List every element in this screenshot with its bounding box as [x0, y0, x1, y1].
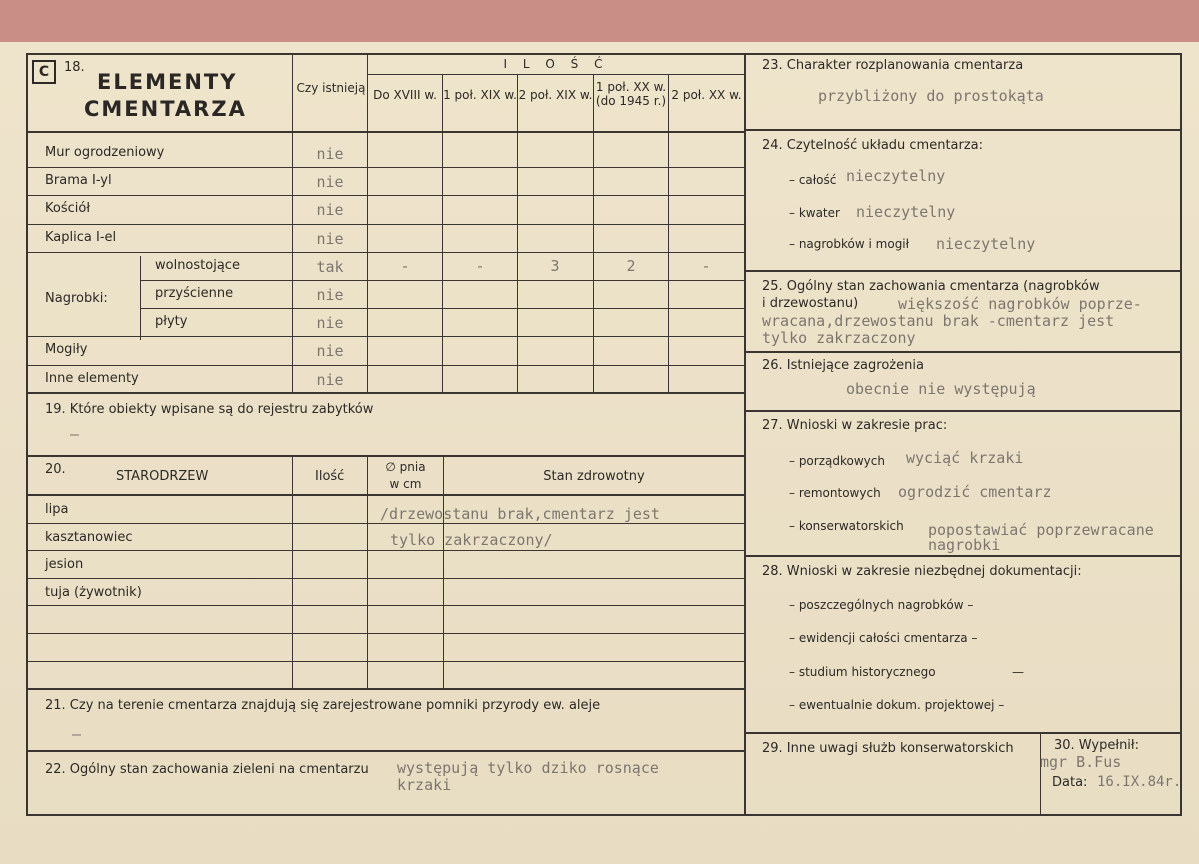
tree-row-separator — [28, 661, 744, 662]
q27-top-line — [744, 410, 1182, 412]
element-row-period-value: 2 — [626, 257, 636, 275]
q30-name: mgr B.Fus — [1040, 753, 1122, 771]
q29-top-line — [744, 732, 1182, 734]
tree-row-separator — [28, 578, 744, 579]
element-row-separator — [28, 167, 744, 168]
q24-item-3-value: nieczytelny — [936, 235, 1036, 253]
element-row-period-value: - — [475, 257, 485, 275]
q30-date: 16.IX.84r. — [1097, 774, 1182, 790]
q22-answer-line1: występują tylko dziko rosnące — [397, 759, 659, 777]
section-title-line2: CMENTARZA — [84, 97, 247, 121]
q20-col-pnia-top: ∅ pnia — [385, 460, 426, 474]
q25-answer-line3: tylko zakrzaczony — [762, 329, 916, 347]
q20-col-stan: Stan zdrowotny — [543, 469, 645, 484]
ilosc-header: I L O Ś Ć — [503, 57, 609, 71]
ilosc-underline — [367, 74, 744, 75]
q24-item-2-value: nieczytelny — [856, 203, 956, 221]
element-row-exists: nie — [316, 145, 344, 163]
q30-date-label: Data: — [1052, 775, 1088, 790]
q28-item-4: – ewentualnie dokum. projektowej – — [789, 698, 1005, 712]
element-row-exists: nie — [316, 201, 344, 219]
element-row-period-value: 3 — [550, 257, 560, 275]
frame-bottom — [26, 814, 1182, 816]
period-header-5: 2 poł. XX w. — [671, 88, 742, 102]
vline-p3 — [593, 74, 594, 392]
tree-row-label: kasztanowiec — [45, 530, 133, 545]
element-row-period-value: - — [701, 257, 711, 275]
q19-top-line — [26, 392, 744, 394]
element-row-separator — [28, 195, 744, 196]
q23-label: 23. Charakter rozplanowania cmentarza — [762, 58, 1024, 73]
section-title-line1: ELEMENTY — [97, 70, 238, 94]
q21-top-line — [26, 688, 744, 690]
element-row-label: Kaplica I-el — [45, 230, 117, 245]
vline-nagrobki — [140, 256, 141, 340]
element-row-label: Mogiły — [45, 342, 88, 357]
element-row-separator — [28, 224, 744, 225]
q20-vline-2 — [367, 456, 368, 688]
q25-label-line1: 25. Ogólny stan zachowania cmentarza (nagrobków — [762, 279, 1100, 294]
element-row-label: przyścienne — [155, 286, 234, 301]
q22-top-line — [26, 750, 744, 752]
element-row-separator — [28, 365, 744, 366]
header-bottom-line — [26, 131, 744, 133]
q27-item-3-value: popostawiać poprzewracane — [928, 521, 1154, 539]
q20-title: STARODRZEW — [116, 469, 209, 484]
tree-row-label: jesion — [45, 557, 84, 572]
tree-row-separator — [28, 523, 744, 524]
period-header-3: 2 poł. XIX w. — [518, 88, 593, 102]
q23-answer: przybliżony do prostokąta — [818, 87, 1044, 105]
q22-label: 22. Ogólny stan zachowania zieleni na cmentarzu — [45, 762, 369, 777]
q26-top-line — [744, 351, 1182, 353]
element-row-label: Kościół — [45, 201, 91, 216]
q28-item-1: – poszczególnych nagrobków – — [789, 598, 974, 612]
period-header-4: 1 poł. XX w. (do 1945 r.) — [595, 80, 667, 108]
element-row-exists: nie — [316, 286, 344, 304]
q19-answer: – — [70, 425, 80, 443]
q20-col-ilosc: Ilość — [315, 469, 345, 484]
q30-divider — [1040, 733, 1041, 815]
q25-top-line — [744, 270, 1182, 272]
nagrobki-label: Nagrobki: — [45, 291, 108, 306]
element-row-separator — [140, 280, 744, 281]
q21-label: 21. Czy na terenie cmentarza znajdują się zarejestrowane pomniki przyrody ew. aleje — [45, 698, 601, 713]
frame-right — [1180, 53, 1182, 816]
tree-row-separator — [28, 605, 744, 606]
element-row-period-value: - — [400, 257, 410, 275]
q28-item-3: – studium historycznego — [789, 665, 936, 679]
tree-row-separator — [28, 633, 744, 634]
q20-note-line1: /drzewostanu brak,cmentarz jest — [380, 505, 660, 523]
q24-top-line — [744, 129, 1182, 131]
element-row-label: Brama I-yl — [45, 173, 112, 188]
q25-answer-line2: wracana,drzewostanu brak -cmentarz jest — [762, 312, 1115, 330]
q24-item-1-value: nieczytelny — [846, 167, 946, 185]
q25-label-line2: i drzewostanu) — [762, 296, 859, 311]
q22-answer-line2: krzaki — [397, 776, 452, 794]
tree-row-label: lipa — [45, 502, 69, 517]
q27-item-2-label: – remontowych — [789, 486, 881, 500]
q20-vline-1 — [292, 456, 293, 688]
tree-row-separator — [28, 550, 744, 551]
element-row-exists: nie — [316, 342, 344, 360]
element-row-separator — [28, 336, 744, 337]
element-row-separator — [28, 252, 744, 253]
period-header-2: 1 poł. XIX w. — [443, 88, 517, 102]
q27-item-1-value: wyciąć krzaki — [906, 449, 1024, 467]
q24-item-1-label: – całość — [789, 173, 837, 187]
col-exists-header: Czy istnieją — [296, 81, 366, 95]
element-row-label: Inne elementy — [45, 371, 139, 386]
card-top-band — [0, 0, 1199, 44]
q28-item-2: – ewidencji całości cmentarza – — [789, 631, 978, 645]
q19-label: 19. Które obiekty wpisane są do rejestru zabytków — [45, 402, 374, 417]
q30-label: 30. Wypełnił: — [1054, 738, 1139, 753]
q24-item-2-label: – kwater — [789, 206, 840, 220]
q20-header-bottom — [26, 494, 744, 496]
q27-item-3-label: – konserwatorskich — [789, 519, 904, 533]
element-row-exists: nie — [316, 371, 344, 389]
frame-middle — [744, 53, 746, 816]
q27-item-3-value2: nagrobki — [928, 536, 1001, 554]
q27-item-2-value: ogrodzić cmentarz — [898, 483, 1052, 501]
q20-num: 20. — [45, 462, 66, 477]
element-row-exists: nie — [316, 314, 344, 332]
frame-top — [26, 53, 1182, 55]
q24-label: 24. Czytelność układu cmentarza: — [762, 138, 984, 153]
q21-answer: – — [72, 725, 82, 743]
section-letter-box: C — [32, 60, 56, 84]
q25-answer-line1: większość nagrobków poprze- — [898, 295, 1142, 313]
element-row-exists: nie — [316, 173, 344, 191]
q20-top-line — [26, 455, 744, 457]
vline-p4 — [668, 74, 669, 392]
element-row-separator — [140, 308, 744, 309]
q20-note-line2: tylko zakrzaczony/ — [390, 531, 553, 549]
element-row-label: płyty — [155, 314, 188, 329]
q26-answer: obecnie nie występują — [846, 380, 1036, 398]
element-row-exists: tak — [316, 258, 344, 276]
tree-row-label: tuja (żywotnik) — [45, 585, 142, 600]
q28-top-line — [744, 555, 1182, 557]
q20-col-pnia-bottom: w cm — [389, 477, 422, 491]
element-row-label: Mur ogrodzeniowy — [45, 145, 165, 160]
q24-item-3-label: – nagrobków i mogił — [789, 237, 910, 251]
q29-label: 29. Inne uwagi służb konserwatorskich — [762, 741, 1014, 756]
element-row-exists: nie — [316, 230, 344, 248]
q26-label: 26. Istniejące zagrożenia — [762, 358, 924, 373]
q20-vline-3 — [443, 456, 444, 688]
element-row-label: wolnostojące — [155, 258, 240, 273]
section-number: 18. — [64, 60, 85, 75]
q28-item-3-dash: — — [1012, 665, 1024, 679]
q27-item-1-label: – porządkowych — [789, 454, 885, 468]
q27-label: 27. Wnioski w zakresie prac: — [762, 418, 948, 433]
vline-p1 — [442, 74, 443, 392]
vline-p2 — [517, 74, 518, 392]
period-header-1: Do XVIII w. — [373, 88, 437, 102]
q28-label: 28. Wnioski w zakresie niezbędnej dokumentacji: — [762, 564, 1082, 579]
